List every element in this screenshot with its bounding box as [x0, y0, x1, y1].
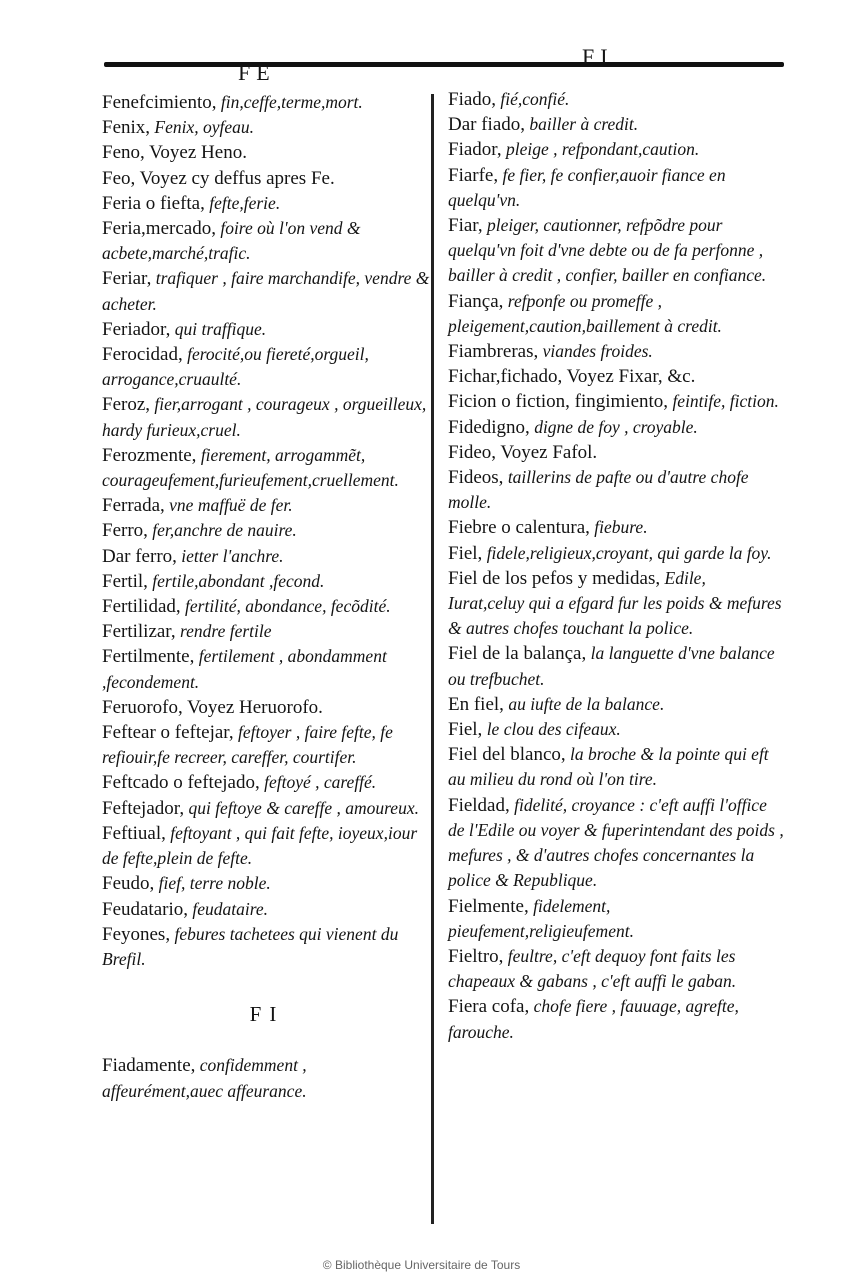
dictionary-entry	[102, 115, 432, 140]
dictionary-entry	[102, 644, 432, 694]
dictionary-entry	[448, 793, 784, 894]
entry-definition: feftoyant , qui fait fefte, ioyeux,iour de fefte,plein de fefte.	[102, 822, 418, 869]
entry-headword: Fiel de la balança,	[448, 643, 587, 665]
entry-definition: digne de foy , croyable.	[529, 416, 698, 437]
entry-headword: Fiel del blanco,	[448, 744, 566, 766]
entry-definition: au iufte de la balance.	[503, 693, 665, 714]
dictionary-entry	[102, 796, 432, 821]
entry-definition: febures tachetees qui vienent du Brefil.	[102, 923, 399, 969]
running-header-left: FE	[238, 60, 276, 85]
entry-headword: Ferrada,	[102, 495, 165, 517]
section-heading: FI	[249, 1002, 285, 1027]
dictionary-entry	[448, 415, 784, 440]
dictionary-entry	[448, 364, 784, 389]
dictionary-entry	[448, 717, 784, 742]
entry-headword: Fiador,	[448, 139, 502, 161]
entry-definition: la broche & la pointe qui eft au milieu du rond où l'on tire.	[448, 744, 769, 790]
entry-headword: Fiebre o calentura,	[448, 517, 590, 539]
entry-definition: vne maffuë de fer.	[164, 495, 293, 516]
dictionary-entry	[102, 569, 432, 594]
entry-headword: Fieltro,	[448, 945, 504, 967]
entry-definition: qui traffique.	[170, 318, 267, 339]
entry-definition: fief, terre noble.	[154, 873, 271, 894]
dictionary-entry	[448, 566, 784, 642]
dictionary-entry	[102, 544, 432, 569]
entry-definition: Fenix, oyfeau.	[150, 117, 255, 138]
entry-headword: Feo, Voyez cy deffus apres Fe.	[102, 167, 335, 189]
entry-headword: Feria,mercado,	[102, 218, 216, 240]
entry-definition: fe fier, fe confier,auoir fiance en quelqu'vn.	[448, 164, 726, 210]
entry-headword: Fenefcimiento,	[102, 92, 217, 113]
entry-headword: Feudo,	[102, 873, 155, 895]
entry-definition: foire où l'on vend & acbete,marché,trafic.	[102, 218, 361, 264]
dictionary-entry	[448, 894, 784, 944]
dictionary-entry	[102, 770, 432, 795]
entry-definition: fié,confié.	[496, 89, 570, 109]
entry-headword: Feudatario,	[102, 898, 189, 920]
entry-definition: fiebure.	[589, 517, 648, 538]
entry-headword: Feftejador,	[102, 797, 185, 819]
dictionary-entry	[448, 389, 784, 414]
entry-headword: Fiambreras,	[448, 341, 539, 363]
entry-headword: Fideos,	[448, 467, 504, 489]
entry-headword: Fertil,	[102, 570, 148, 592]
entry-definition: fefte,ferie.	[204, 192, 281, 213]
entry-definition: pleige , refpondant,caution.	[501, 139, 700, 160]
dictionary-entry	[102, 1053, 432, 1103]
entry-headword: Feftear o feftejar,	[102, 722, 234, 744]
entry-headword: Fertilizar,	[102, 621, 176, 643]
dictionary-entry	[102, 342, 432, 392]
dictionary-entry	[448, 289, 784, 339]
entry-headword: Fielmente,	[448, 895, 529, 917]
entry-definition: fin,ceffe,terme,mort.	[216, 92, 363, 112]
entry-headword: Ferocidad,	[102, 344, 183, 366]
dictionary-entry	[448, 944, 784, 994]
dictionary-entry	[448, 440, 784, 465]
dictionary-entry	[102, 443, 432, 493]
running-header-right: FI	[582, 44, 614, 69]
entry-headword: Feftcado o feftejado,	[102, 772, 260, 794]
dictionary-entry	[448, 112, 784, 137]
entry-definition: fierement, arrogammẽt, courageufement,furieufement,cruellement.	[102, 444, 399, 491]
entry-definition: feftoyer , faire fefte, fe refiouir,fe recreer, careffer, courtifer.	[102, 722, 393, 768]
entry-headword: Fertilidad,	[102, 596, 181, 618]
entry-definition: fertile,abondant ,fecond.	[147, 570, 325, 591]
entry-definition: feintife, fiction.	[668, 391, 779, 412]
entry-definition: la languette d'vne balance ou trefbuchet.	[448, 643, 775, 689]
entry-definition: refponfe ou promeffe , pleigement,caution,baillement à credit.	[448, 290, 722, 336]
dictionary-entry	[448, 515, 784, 540]
entry-definition: confidemment , affeurément,auec affeurance.	[102, 1055, 307, 1101]
dictionary-entry	[448, 541, 784, 566]
dictionary-entry	[448, 137, 784, 162]
dictionary-entry	[448, 213, 784, 289]
entry-definition: le clou des cifeaux.	[482, 719, 621, 740]
entry-definition: fidele,religieux,croyant, qui garde la foy.	[482, 542, 772, 563]
entry-definition: rendre fertile	[175, 621, 272, 642]
entry-headword: Ficion o fiction, fingimiento,	[448, 391, 669, 413]
entry-definition: feudataire.	[188, 898, 269, 919]
entry-headword: Fieldad,	[448, 794, 510, 816]
dictionary-entry	[102, 216, 432, 266]
dictionary-entry	[102, 166, 432, 191]
entry-definition: pleiger, cautionner, refpõdre pour quelqu'vn foit d'vne debte ou de fa perfonne , bailler à credit , confier, bailler en confiance.	[448, 215, 767, 286]
entry-headword: Feftiual,	[102, 822, 166, 844]
entry-headword: Fiel,	[448, 542, 483, 564]
dictionary-entry	[102, 695, 432, 720]
dictionary-entry	[448, 339, 784, 364]
entry-headword: Fenix,	[102, 117, 151, 139]
entry-headword: Fichar,fichado, Voyez Fixar, &c.	[448, 366, 696, 388]
entry-definition: trafiquer , faire marchandife, vendre & acheter.	[102, 268, 430, 314]
entry-definition: fidelement, pieufement,religieufement.	[448, 895, 634, 941]
entry-headword: Fiadamente,	[102, 1055, 196, 1077]
right-entry-list	[448, 87, 784, 1045]
entry-definition: fertilement , abondamment ,fecondement.	[102, 646, 387, 692]
header-rule	[104, 62, 784, 67]
entry-definition: feultre, c'eft dequoy font faits les chapeaux & gabans , c'eft auffi le gaban.	[448, 945, 737, 992]
library-credit: © Bibliothèque Universitaire de Tours	[322, 1258, 521, 1272]
entry-headword: Fiera cofa,	[448, 996, 530, 1018]
entry-headword: Ferro,	[102, 520, 148, 542]
dictionary-entry	[102, 317, 432, 342]
entry-headword: Feriador,	[102, 318, 171, 340]
entry-definition: fier,arrogant , courageux , orgueilleux, hardy furieux,cruel.	[102, 394, 427, 440]
entry-definition: ferocité,ou fiereté,orgueil, arrogance,cruaulté.	[102, 344, 369, 390]
entry-headword: Fiel,	[448, 719, 483, 741]
entry-definition: fertilité, abondance, fecõdité.	[180, 596, 391, 617]
entry-headword: Fiarfe,	[448, 164, 499, 186]
entry-definition: taillerins de pafte ou d'autre chofe molle.	[448, 467, 749, 513]
entry-headword: Feroz,	[102, 394, 151, 416]
dictionary-entry	[102, 619, 432, 644]
dictionary-entry	[102, 897, 432, 922]
dictionary-entry	[102, 922, 432, 972]
dictionary-entry	[102, 821, 432, 871]
dictionary-entry	[102, 266, 432, 316]
dictionary-entry	[102, 871, 432, 896]
dictionary-entry	[448, 742, 784, 792]
entry-headword: Fiel de los pefos y medidas,	[448, 567, 661, 589]
entry-headword: Fiado,	[448, 89, 497, 110]
entry-definition: qui feftoye & careffe , amoureux.	[184, 797, 419, 818]
right-column	[448, 87, 784, 1045]
dictionary-entry	[102, 518, 432, 543]
dictionary-entry	[102, 90, 432, 115]
entry-definition: chofe fiere , fauuage, agrefte, farouche.	[448, 996, 739, 1042]
entry-definition: Edile, Iurat,celuy qui a efgard fur les poids & mefures & autres chofes touchant la police.	[448, 567, 782, 639]
entry-headword: Feyones,	[102, 923, 171, 945]
entry-headword: Feriar,	[102, 268, 152, 290]
entry-headword: Feruorofo, Voyez Heruorofo.	[102, 696, 323, 718]
dictionary-entry	[448, 163, 784, 213]
entry-headword: Dar fiado,	[448, 114, 526, 136]
entry-definition: ietter l'anchre.	[176, 545, 284, 566]
dictionary-entry	[102, 191, 432, 216]
dictionary-entry	[448, 465, 784, 515]
dictionary-entry	[102, 594, 432, 619]
dictionary-entry	[448, 641, 784, 691]
dictionary-entry	[102, 392, 432, 442]
entry-definition: viandes froides.	[538, 341, 653, 362]
dictionary-entry	[102, 493, 432, 518]
entry-definition: feftoyé , careffé.	[259, 772, 377, 793]
dictionary-entry	[448, 994, 784, 1044]
left-entry-list	[102, 90, 432, 972]
dictionary-entry	[448, 87, 784, 112]
entry-definition: bailler à credit.	[525, 114, 639, 135]
dictionary-entry	[102, 720, 432, 770]
left-after-list	[102, 1053, 432, 1103]
left-column	[102, 90, 432, 1104]
entry-headword: Dar ferro,	[102, 545, 177, 567]
entry-definition: fidelité, croyance : c'eft auffi l'office de l'Edile ou voyer & fuperintendant des poids , mefures , & d'autres chofes concernantes la police & Republique.	[448, 794, 784, 891]
entry-headword: Fideo, Voyez Fafol.	[448, 441, 598, 463]
dictionary-entry	[448, 692, 784, 717]
entry-headword: Fiar,	[448, 215, 483, 237]
entry-headword: En fiel,	[448, 693, 504, 715]
entry-headword: Ferozmente,	[102, 444, 197, 466]
dictionary-entry	[102, 140, 432, 165]
entry-headword: Feria o fiefta,	[102, 192, 205, 214]
entry-headword: Fertilmente,	[102, 646, 195, 668]
entry-headword: Fiança,	[448, 290, 504, 312]
entry-definition: fer,anchre de nauire.	[147, 520, 297, 541]
entry-headword: Fidedigno,	[448, 416, 530, 438]
entry-headword: Feno, Voyez Heno.	[102, 142, 247, 164]
